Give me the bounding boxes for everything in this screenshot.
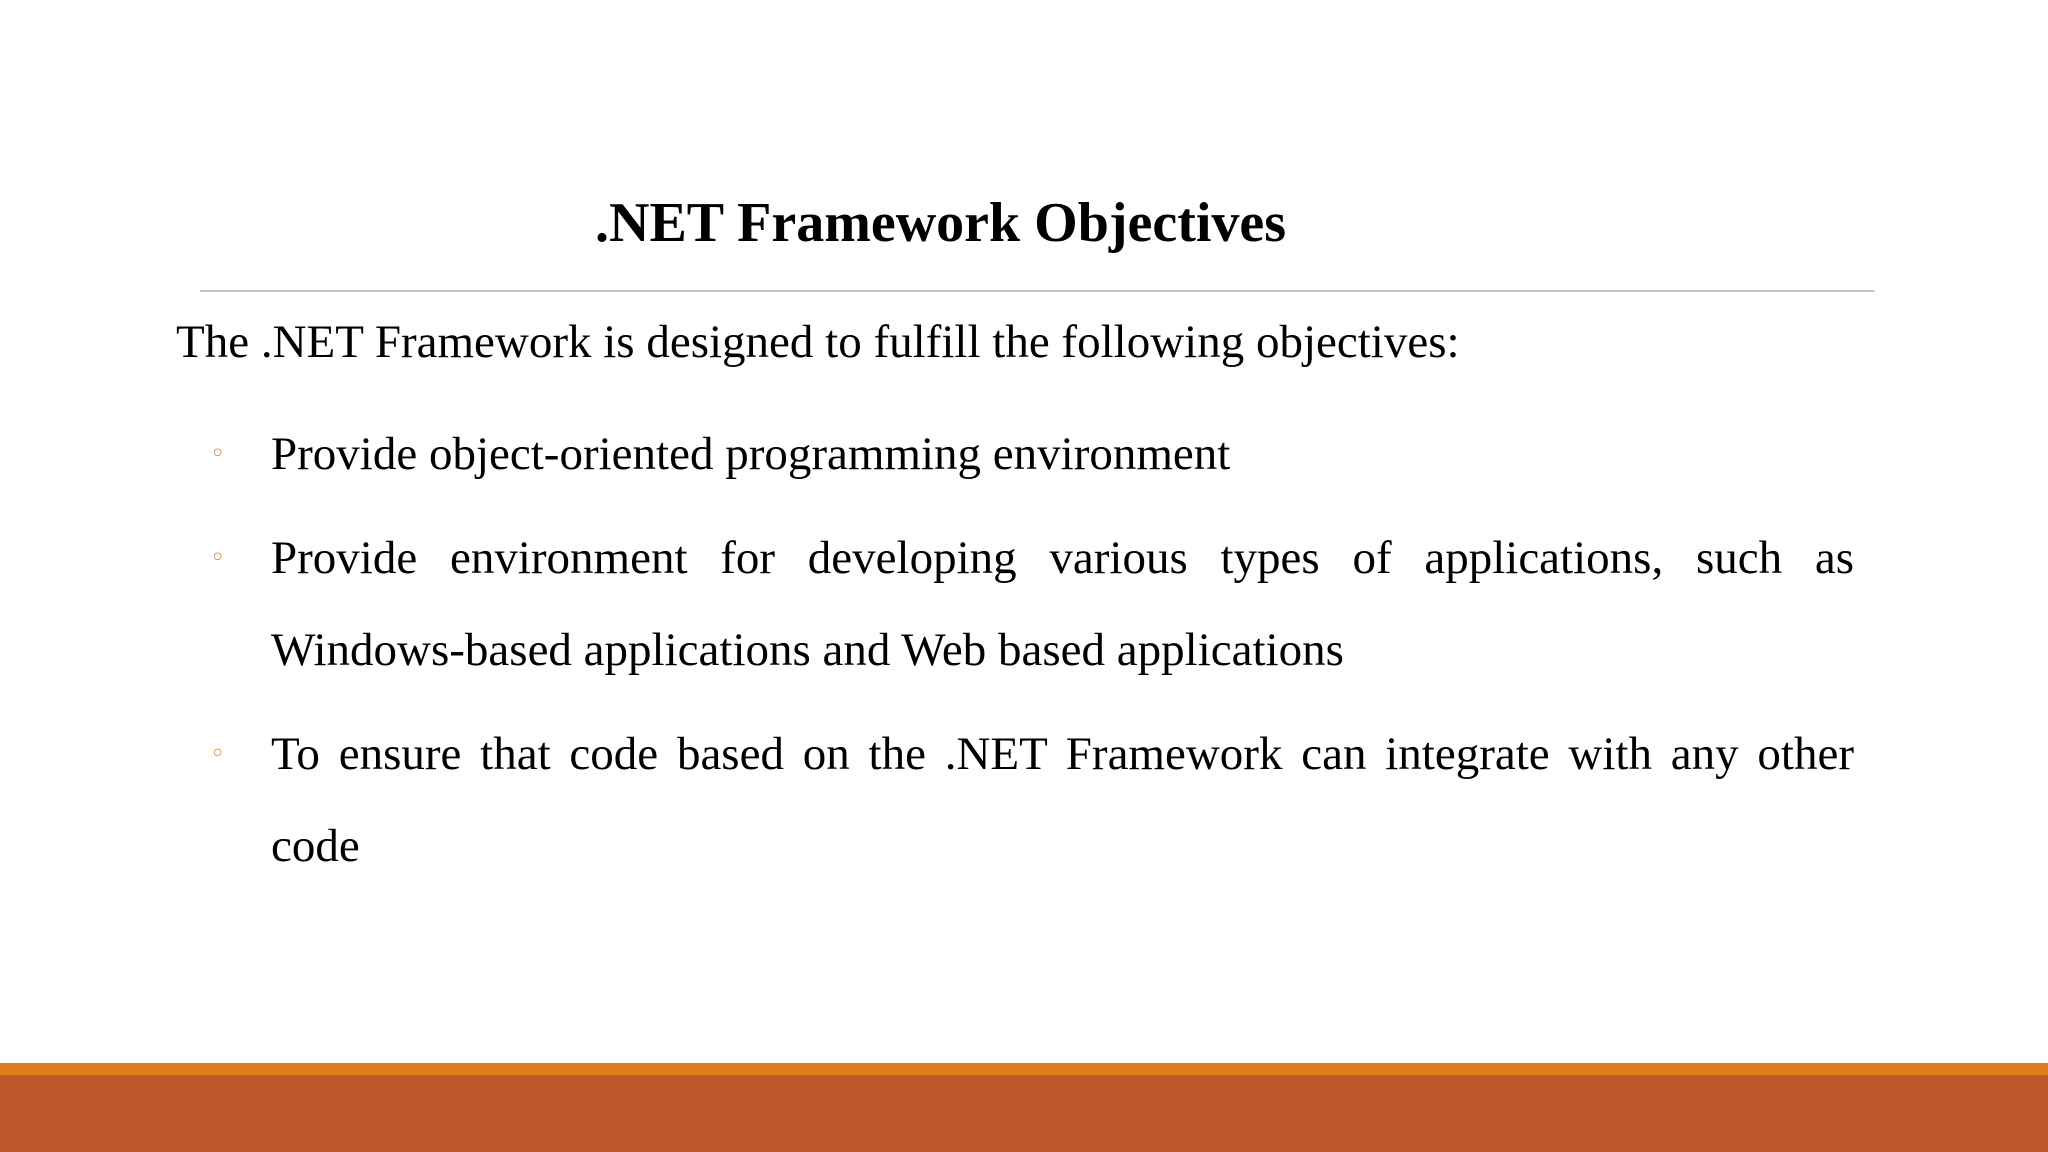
slide-title: .NET Framework Objectives	[595, 192, 1287, 254]
bullet-text: Provide environment for developing various types of applications, such as Windows-based applications and Web based applications	[271, 532, 1854, 676]
bullet-text: Provide object-oriented programming environment	[271, 428, 1231, 480]
intro-text: The .NET Framework is designed to fulfill the following objectives:	[176, 316, 1460, 368]
bullet-circle-icon: ◦	[210, 543, 226, 573]
bullet-circle-icon: ◦	[210, 439, 226, 469]
objectives-list	[210, 408, 1854, 904]
list-item	[210, 708, 1854, 892]
footer-accent-stripe	[0, 1063, 2048, 1075]
list-item	[210, 408, 1854, 500]
bullet-circle-icon: ◦	[210, 739, 226, 769]
list-item	[210, 512, 1854, 696]
bullet-text: To ensure that code based on the .NET Framework can integrate with any other code	[271, 728, 1854, 872]
title-divider	[200, 290, 1875, 292]
footer-band	[0, 1075, 2048, 1152]
